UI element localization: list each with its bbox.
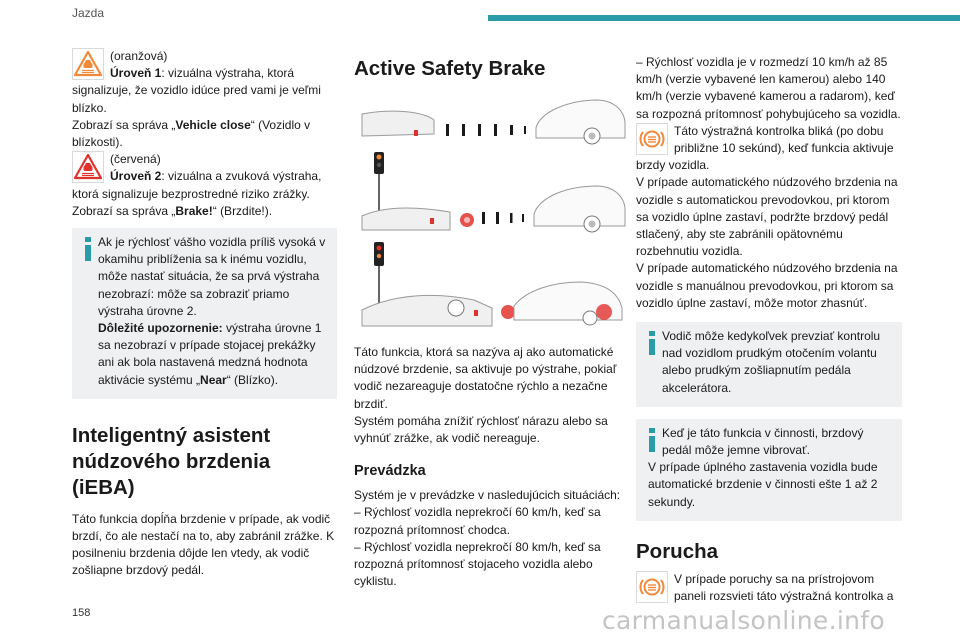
prevadzka-item-2: – Rýchlosť vozidla neprekročí 80 km/h, keď sa rozpozná prítomnosť stojaceho vozidla alebo cyklistu. <box>354 539 601 589</box>
asb-intro-2: Systém pomáha znížiť rýchlosť nárazu alebo sa vyhnúť zrážke, ak vodič nereaguje. <box>354 413 608 446</box>
illustration-car-following <box>362 100 625 144</box>
prevadzka-item-1: – Rýchlosť vozidla neprekročí 60 km/h, keď sa rozpozná prítomnosť chodca. <box>354 505 601 537</box>
note1-text: Vodič môže kedykoľvek prevziať kontrolu nad vozidlom prudkým otočením volantu alebo prudkým zošliapnutím pedála akcelerátora. <box>662 329 881 395</box>
collision-warning-orange-icon <box>72 48 106 82</box>
level1-color: (oranžová) <box>110 49 168 63</box>
heading-ieba: Inteligentný asistent núdzového brzdenia (iEBA) <box>72 423 271 499</box>
watermark: carmanualsonline.info <box>602 606 885 635</box>
column-left <box>72 48 337 580</box>
info-icon <box>649 428 655 452</box>
column-right <box>636 48 902 605</box>
heading-porucha: Porucha <box>636 539 719 563</box>
blink-indicator-para <box>636 123 902 175</box>
level1-description: Úroveň 1: vizuálna výstraha, ktorá signalizuje, že vozidlo idúce pred vami je veľmi blízko. <box>72 66 321 115</box>
note2a-text: Keď je táto funkcia v činnosti, brzdový pedál môže jemne vibrovať. <box>662 425 864 458</box>
fault-para <box>636 571 902 605</box>
prevadzka-item-3: – Rýchlosť vozidla je v rozmedzí 10 km/h až 85 km/h (verzie vybavené len kamerou) alebo 140 km/h (verzie vybavené kamerou a radarom), keď sa rozpozná prítomnosť pohybujúceho sa vozidla. <box>636 55 901 121</box>
brake-warning-orange-icon <box>636 571 670 605</box>
column-middle <box>354 48 626 590</box>
note-speed-warning <box>72 228 337 399</box>
page-number: 158 <box>72 607 91 619</box>
ieba-body: Táto funkcia dopĺňa brzdenie v prípade, ak vodič brzdí, čo ale nestačí na to, aby zabránil zrážke. K posilneniu brzdenia dôjde len vtedy, ak vodič zošliapne brzdový pedál. <box>72 511 335 578</box>
brake-warning-orange-icon <box>636 123 670 157</box>
prevadzka-intro: Systém je v prevádzke v nasledujúcich situáciách: <box>354 488 621 503</box>
heading-prevadzka: Prevádzka <box>354 463 426 480</box>
level2-color: (červená) <box>110 152 161 167</box>
level2-message: Zobrazí sa správa „Brake!“ (Brzdite!). <box>72 203 273 218</box>
note-text: Ak je rýchlosť vášho vozidla príliš vysoká v okamihu priblíženia sa k inému vozidlu, môže nastať situácia, že sa prvá výstraha nezobrazí: môže sa zobraziť priamo výstraha úrovne 2. Dôležité upozornenie: výstraha úrovne 1 sa nezobrazí v prípade stojacej prekážky ani ak bola nastavená medzná hodnota aktivácie systému „Near“ (Blízko). <box>98 235 326 387</box>
note2b-text: V prípade úplného zastavenia vozidla bude automatické brzdenie v činnosti ešte 1 až 2 sekundy. <box>648 460 878 509</box>
illustration-collision-stages <box>354 94 626 334</box>
heading-active-safety-brake: Active Safety Brake <box>354 57 546 80</box>
warning-level-1 <box>72 48 337 151</box>
info-icon <box>649 331 655 355</box>
warning-level-2 <box>72 151 337 220</box>
section-title: Jazda <box>72 6 105 20</box>
asb-intro: Táto funkcia, ktorá sa nazýva aj ako automatické núdzové brzdenie, sa aktivuje po výstrahe, pokiaľ vodič nezareaguje dostatočne rýchlo a nezačne brzdiť. <box>354 345 617 411</box>
header-accent-bar <box>488 15 960 21</box>
info-icon <box>85 237 91 261</box>
manual-gearbox-text: V prípade automatického núdzového brzdenia na vozidle s manuálnou prevodovkou, pri ktorom sa vozidlo úplne zastaví, môže motor zhasnúť. <box>636 261 898 310</box>
level2-description: Úroveň 2: vizuálna a zvuková výstraha, ktorá signalizuje bezprostredné riziko zrážky. <box>72 169 322 201</box>
illustration-level2-braking <box>362 242 622 326</box>
note-brake-vibration <box>636 419 902 521</box>
auto-gearbox-text: V prípade automatického núdzového brzdenia na vozidle s automatickou prevodovkou, pri ktorom sa vozidlo úplne zastaví, podržte brzdový pedál stlačený, aby ste zabránili opätovnému rozbehnutiu vozidla. <box>636 175 898 259</box>
illustration-level1-warning <box>362 152 625 232</box>
note-driver-override <box>636 322 902 407</box>
level1-message: Zobrazí sa správa „Vehicle close“ (Vozidlo v blízkosti). <box>72 117 311 150</box>
collision-warning-red-icon <box>72 151 106 185</box>
fault-text: V prípade poruchy sa na prístrojovom paneli rozsvieti táto výstražná kontrolka a <box>674 571 894 604</box>
blink-text: Táto výstražná kontrolka bliká (po dobu približne 10 sekúnd), keď funkcia aktivuje brzdy vozidla. <box>636 123 894 173</box>
